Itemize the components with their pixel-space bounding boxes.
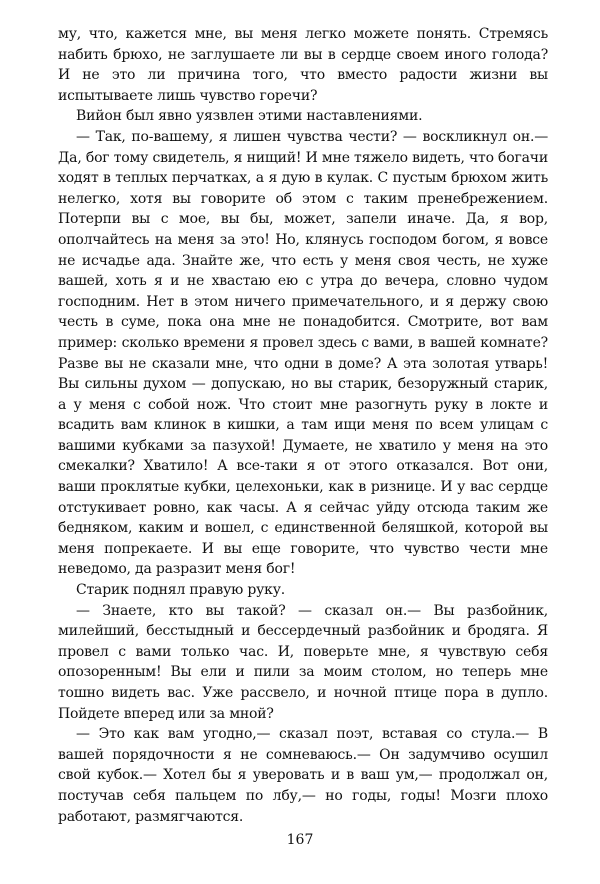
text-block: [58, 24, 548, 827]
paragraph: — Так, по-вашему, я лишен чувства чести? — воскликнул он.— Да, бог тому свидетель, я нищий! И мне тяжело видеть, что богачи ходят в теплых перчатках, а я дую в кулак. С пустым брюхом жить нелегко, хотя вы говорите об этом с таким пренебрежением. Потерпи вы с мое, вы бы, может, запели иначе. Да, я вор, ополчайтесь на меня за это! Но, клянусь господом богом, я вовсе не исчадье ада. Знайте же, что есть у меня своя честь, не хуже вашей, хоть я и не хвастаю ею с утра до вечера, словно чудом господним. Нет в этом ничего примечательного, и я держу свою честь в суме, пока она мне не понадобится. Смотрите, вот вам пример: сколько времени я провел здесь с вами, в вашей комнате? Разве вы не сказали мне, что одни в доме? А эта золотая утварь! Вы сильны духом — допускаю, но вы старик, безоружный старик, а у меня с собой нож. Что стоит мне разогнуть руку в локте и всадить вам клинок в кишки, а там ищи меня по всем улицам с вашими кубками за пазухой! Думаете, не хватило у меня на это смекалки? Хватило! А все-таки я от этого отказался. Вот они, ваши проклятые кубки, целехоньки, как в ризнице. И у вас сердце отстукивает ровно, как часы. А я сейчас уйду отсюда таким же бедняком, каким и вошел, с единственной беляшкой, которой вы меня попрекаете. И вы еще говорите, что чувство чести мне неведомо, да разразит меня бог!: [58, 128, 548, 578]
paragraph: Вийон был явно уязвлен этими наставлениями.: [76, 108, 423, 125]
page-number: 167: [286, 832, 314, 848]
paragraph: Старик поднял правую руку.: [76, 582, 286, 599]
paragraph: — Это как вам угодно,— сказал поэт, вставая со стула.— В вашей порядочности я не сомневаюсь.— Он задумчиво осушил свой кубок.— Хотел бы я уверовать и в ваш ум,— продолжал он, постучав себя пальцем по лбу,— но годы, годы! Мозги плохо работают, размягчаются.: [58, 726, 548, 825]
paragraph-continued: му, что, кажется мне, вы меня легко можете понять. Стремясь набить брюхо, не заглушаете ли вы в сердце своем иного голода? И не это ли причина того, что вместо радости жизни вы испытываете лишь чувство горечи?: [58, 26, 548, 104]
paragraph: — Знаете, кто вы такой? — сказал он.— Вы разбойник, милейший, бесстыдный и бессердечный разбойник и бродяга. Я провел с вами только час. И, поверьте мне, я чувствую себя опозоренным! Вы ели и пили за моим столом, но теперь мне тошно видеть вас. Уже рассвело, и ночной птице пора в дупло. Пойдете вперед или за мной?: [58, 602, 548, 722]
